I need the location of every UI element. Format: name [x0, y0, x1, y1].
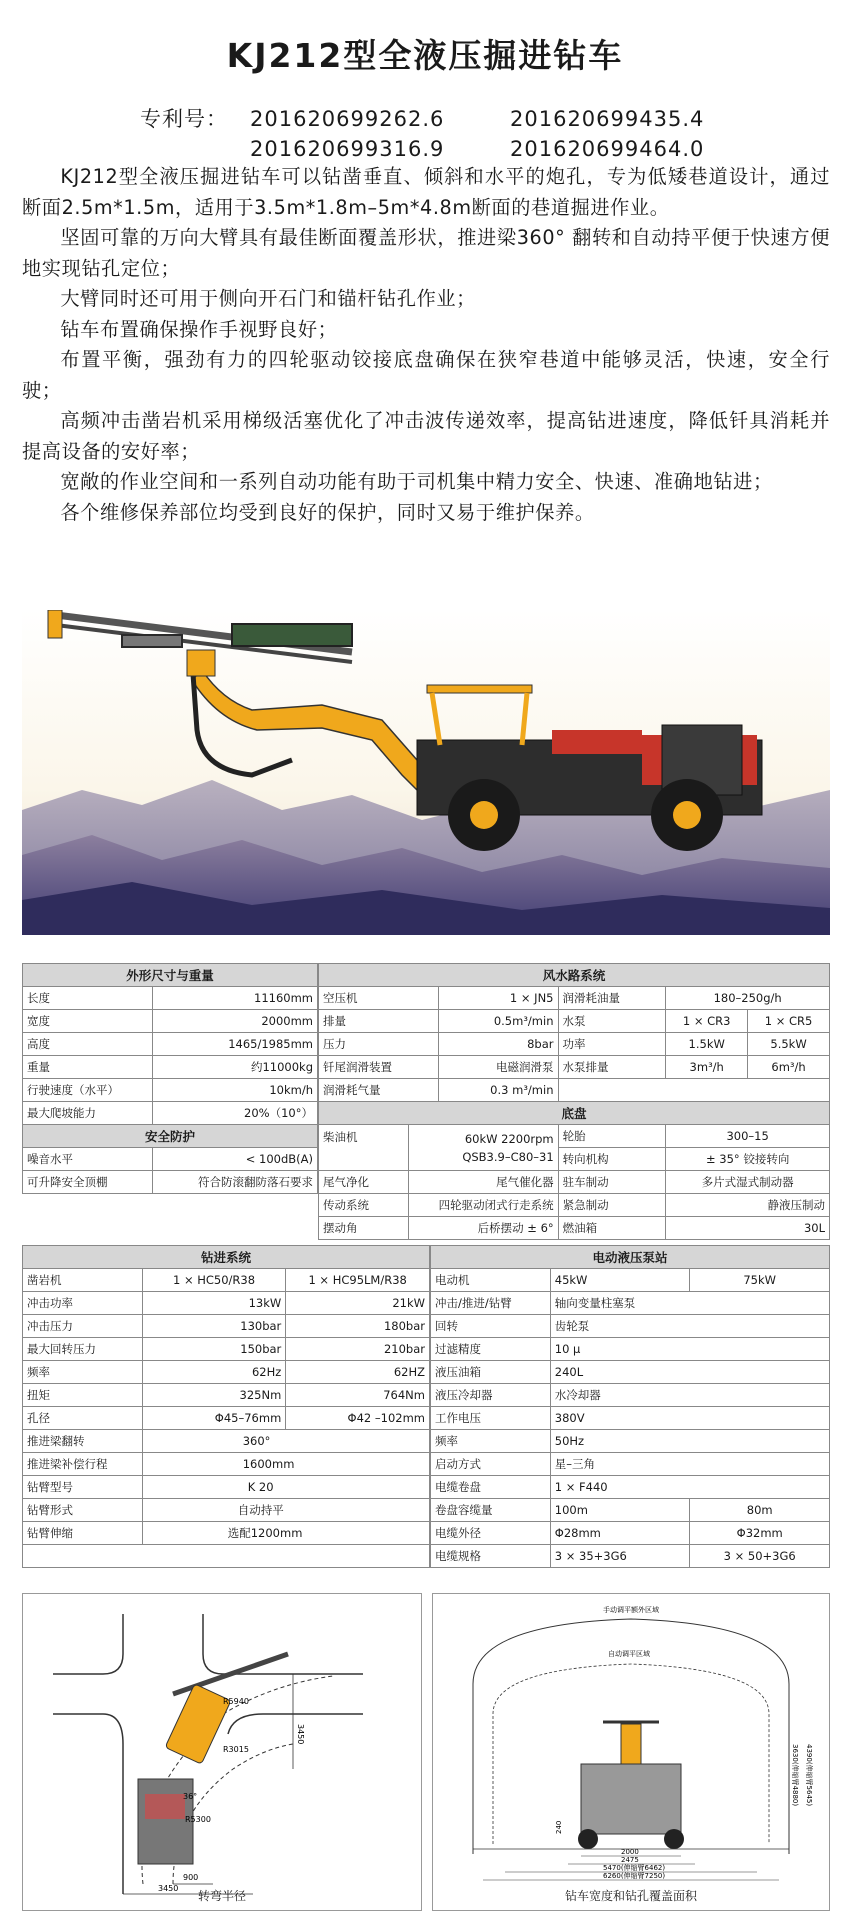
- coverage-area-diagram: [432, 1593, 830, 1911]
- spec-label: 启动方式: [431, 1453, 551, 1476]
- spec-label: 钻臂伸缩: [23, 1522, 143, 1545]
- spec-value: Φ42 –102mm: [286, 1407, 430, 1430]
- table-row: [431, 1476, 830, 1499]
- dims-header: 外形尺寸与重量: [23, 964, 318, 987]
- spec-value: 62HZ: [286, 1361, 430, 1384]
- intro-paragraph: 各个维修保养部位均受到良好的保护，同时又易于维护保养。: [60, 500, 595, 524]
- spec-value: 180–250g/h: [666, 987, 830, 1010]
- spec-value: 325Nm: [142, 1384, 286, 1407]
- table-row: [431, 1545, 830, 1568]
- table-row: [431, 1522, 830, 1545]
- spec-label: 冲击/推进/钻臂: [431, 1292, 551, 1315]
- dim-label: 2000: [621, 1848, 639, 1856]
- spec-label: 转向机构: [558, 1148, 666, 1171]
- spec-value: 10km/h: [152, 1079, 317, 1102]
- spec-value: < 100dB(A): [152, 1148, 318, 1171]
- spec-value: 齿轮泵: [550, 1315, 829, 1338]
- turning-radius-diagram: [22, 1593, 422, 1911]
- dim-label: 3450: [158, 1884, 179, 1893]
- patent-label: 专利号：: [140, 107, 228, 131]
- table-row: [431, 1430, 830, 1453]
- spec-label: 摆动角: [319, 1217, 409, 1240]
- spec-label: 柴油机: [319, 1125, 409, 1171]
- dim-label: 5470(伸缩臂6462): [603, 1864, 666, 1872]
- spec-value: 360°: [142, 1430, 429, 1453]
- spec-value: Φ45–76mm: [142, 1407, 286, 1430]
- spec-label: 凿岩机: [23, 1269, 143, 1292]
- spec-label: 最大爬坡能力: [23, 1102, 153, 1125]
- spec-value: 1 × JN5: [438, 987, 558, 1010]
- spec-value: 62Hz: [142, 1361, 286, 1384]
- spec-label: 电缆卷盘: [431, 1476, 551, 1499]
- patent-number: 201620699435.4: [510, 107, 705, 131]
- table-row: [23, 1292, 430, 1315]
- table-row: [23, 1476, 430, 1499]
- spec-value: 3 × 35+3G6: [550, 1545, 690, 1568]
- table-row: [23, 1315, 430, 1338]
- table-row: [431, 1361, 830, 1384]
- dim-label: 36°: [183, 1792, 198, 1801]
- table-row: [23, 1338, 430, 1361]
- spec-value: 130bar: [142, 1315, 286, 1338]
- dim-label: 3630(伸缩臂4880): [791, 1744, 799, 1807]
- spec-label: 传动系统: [319, 1194, 409, 1217]
- patent-number: 201620699262.6: [250, 107, 445, 131]
- spec-label: 长度: [23, 987, 153, 1010]
- table-row: [319, 987, 830, 1010]
- spec-value: Φ28mm: [550, 1522, 690, 1545]
- spec-label: 尾气净化: [319, 1171, 409, 1194]
- spec-value: 150bar: [142, 1338, 286, 1361]
- spec-value: 21kW: [286, 1292, 430, 1315]
- spec-value: 1.5kW: [666, 1033, 748, 1056]
- dim-label: R3015: [223, 1745, 249, 1754]
- spec-label: 卷盘容缆量: [431, 1499, 551, 1522]
- table-row: [23, 1010, 318, 1033]
- intro-text: [22, 162, 830, 528]
- spec-label: 冲击功率: [23, 1292, 143, 1315]
- spec-label: 宽度: [23, 1010, 153, 1033]
- intro-paragraph: 宽敞的作业空间和一系列自动功能有助于司机集中精力安全、快速、准确地钻进；: [60, 470, 773, 493]
- spec-label: 频率: [23, 1361, 143, 1384]
- table-row: [431, 1499, 830, 1522]
- safety-table: [22, 1124, 318, 1194]
- spec-value: 1 × CR5: [748, 1010, 830, 1033]
- table-row: [431, 1453, 830, 1476]
- spec-value: 1465/1985mm: [152, 1033, 317, 1056]
- spec-label: 冲击压力: [23, 1315, 143, 1338]
- table-row: [431, 1315, 830, 1338]
- spec-label: 紧急制动: [558, 1194, 666, 1217]
- spec-value: 选配1200mm: [142, 1522, 429, 1545]
- spec-value: 240L: [550, 1361, 829, 1384]
- spec-value: 尾气催化器: [408, 1171, 558, 1194]
- table-row: [319, 1194, 830, 1217]
- table-row: [23, 1102, 318, 1125]
- drill-table: [22, 1245, 430, 1568]
- spec-value: 75kW: [690, 1269, 830, 1292]
- spec-label: 压力: [319, 1033, 439, 1056]
- table-row: [23, 1407, 430, 1430]
- table-row: [319, 1033, 830, 1056]
- intro-paragraph: 布置平衡，强劲有力的四轮驱动铰接底盘确保在狭窄巷道中能够灵活，快速，安全行驶；: [22, 348, 830, 402]
- spec-label: 燃油箱: [558, 1217, 666, 1240]
- spec-value: 764Nm: [286, 1384, 430, 1407]
- table-row: [431, 1338, 830, 1361]
- table-row: [319, 1079, 830, 1102]
- spec-value: Φ32mm: [690, 1522, 830, 1545]
- patent-number: 201620699464.0: [510, 137, 705, 161]
- drill-rig-photo: [22, 610, 830, 935]
- spec-value: 星–三角: [550, 1453, 829, 1476]
- spec-value: 3 × 50+3G6: [690, 1545, 830, 1568]
- table-row: [23, 1148, 318, 1171]
- spec-value: 20%（10°）: [152, 1102, 317, 1125]
- spec-label: 液压冷却器: [431, 1384, 551, 1407]
- spec-label: 电缆规格: [431, 1545, 551, 1568]
- intro-paragraph: 高频冲击凿岩机采用梯级活塞优化了冲击波传递效率，提高钻进速度，降低钎具消耗并提高设备的安好率；: [22, 409, 830, 463]
- pump-header: 电动液压泵站: [431, 1246, 830, 1269]
- table-row: [23, 987, 318, 1010]
- spec-label: 液压油箱: [431, 1361, 551, 1384]
- spec-value: 水冷却器: [550, 1384, 829, 1407]
- spec-label: 钻臂形式: [23, 1499, 143, 1522]
- spec-value: 多片式湿式制动器: [666, 1171, 830, 1194]
- spec-label: 推进梁补偿行程: [23, 1453, 143, 1476]
- spec-value: 6m³/h: [748, 1056, 830, 1079]
- page-title: KJ212型全液压掘进钻车: [226, 36, 624, 75]
- table-row: [319, 1056, 830, 1079]
- spec-label: 功率: [558, 1033, 666, 1056]
- table-row: [23, 1033, 318, 1056]
- spec-value: K 20: [142, 1476, 429, 1499]
- dim-label: 3450: [296, 1724, 305, 1745]
- spec-value: 100m: [550, 1499, 690, 1522]
- spec-value: 1 × HC95LM/R38: [286, 1269, 430, 1292]
- spec-value: 0.3 m³/min: [438, 1079, 558, 1102]
- spec-label: 高度: [23, 1033, 153, 1056]
- spec-label: 水泵: [558, 1010, 666, 1033]
- dim-label: R5300: [185, 1815, 211, 1824]
- dim-label: 900: [183, 1873, 199, 1882]
- spec-label: 过滤精度: [431, 1338, 551, 1361]
- spec-value: 300–15: [666, 1125, 830, 1148]
- area-label: 自动调平区域: [608, 1650, 650, 1658]
- spec-value: 13kW: [142, 1292, 286, 1315]
- dim-label: 4390(伸缩臂5645): [805, 1744, 813, 1807]
- table-row: [23, 1430, 430, 1453]
- spec-label: 轮胎: [558, 1125, 666, 1148]
- pump-table: [430, 1245, 830, 1568]
- table-row: [431, 1407, 830, 1430]
- air-header: 风水路系统: [319, 964, 830, 987]
- table-row: [23, 1171, 318, 1194]
- patent-block: [140, 104, 760, 164]
- table-row: [431, 1292, 830, 1315]
- table-row: [23, 1079, 318, 1102]
- dims-table: [22, 963, 318, 1125]
- spec-value: 30L: [666, 1217, 830, 1240]
- spec-label: 扭矩: [23, 1384, 143, 1407]
- spec-label: 驻车制动: [558, 1171, 666, 1194]
- table-row: [23, 1499, 430, 1522]
- spec-value: 210bar: [286, 1338, 430, 1361]
- spec-label: 回转: [431, 1315, 551, 1338]
- air-water-table: [318, 963, 830, 1102]
- area-label: 手动调平额外区域: [603, 1606, 659, 1614]
- intro-paragraph: 钻车布置确保操作手视野良好；: [60, 317, 338, 341]
- spec-value: 60kW 2200rpm QSB3.9–C80–31: [408, 1125, 558, 1171]
- spec-value: 轴向变量柱塞泵: [550, 1292, 829, 1315]
- spec-label: 水泵排量: [558, 1056, 666, 1079]
- spec-value: ± 35° 铰接转向: [666, 1148, 830, 1171]
- spec-label: 孔径: [23, 1407, 143, 1430]
- diagram-caption: 转弯半径: [197, 1889, 246, 1903]
- spec-label: 行驶速度（水平）: [23, 1079, 153, 1102]
- spec-label: 排量: [319, 1010, 439, 1033]
- spec-value: 80m: [690, 1499, 830, 1522]
- spec-label: 推进梁翻转: [23, 1430, 143, 1453]
- spec-label: 电缆外径: [431, 1522, 551, 1545]
- chassis-header: 底盘: [319, 1102, 830, 1125]
- spec-value: 约11000kg: [152, 1056, 317, 1079]
- spec-value: 50Hz: [550, 1430, 829, 1453]
- spec-label: 工作电压: [431, 1407, 551, 1430]
- intro-paragraph: KJ212型全液压掘进钻车可以钻凿垂直、倾斜和水平的炮孔，专为低矮巷道设计，通过断面2.5m*1.5m，适用于3.5m*1.8m–5m*4.8m断面的巷道掘进作业。: [22, 165, 830, 219]
- spec-value: 1600mm: [142, 1453, 429, 1476]
- spec-value: 45kW: [550, 1269, 690, 1292]
- spec-value: 静液压制动: [666, 1194, 830, 1217]
- spec-label: 空压机: [319, 987, 439, 1010]
- diagram-caption: 钻车宽度和钻孔覆盖面积: [564, 1889, 697, 1903]
- spec-value: 380V: [550, 1407, 829, 1430]
- dim-label: 240: [555, 1820, 563, 1834]
- spec-label: 频率: [431, 1430, 551, 1453]
- spec-label: 润滑耗油量: [558, 987, 666, 1010]
- table-row: [431, 1384, 830, 1407]
- spec-label: 可升降安全顶棚: [23, 1171, 153, 1194]
- spec-value: 后桥摆动 ± 6°: [408, 1217, 558, 1240]
- spec-label: 噪音水平: [23, 1148, 153, 1171]
- spec-label: 钻臂型号: [23, 1476, 143, 1499]
- dim-label: 6260(伸缩臂7250): [603, 1872, 666, 1880]
- spec-value: 8bar: [438, 1033, 558, 1056]
- table-row: [319, 1217, 830, 1240]
- table-row: [23, 1269, 430, 1292]
- drill-header: 钻进系统: [23, 1246, 430, 1269]
- spec-label: 重量: [23, 1056, 153, 1079]
- table-row: [23, 1453, 430, 1476]
- spec-label: 电动机: [431, 1269, 551, 1292]
- spec-value: 1 × HC50/R38: [142, 1269, 286, 1292]
- spec-value: 3m³/h: [666, 1056, 748, 1079]
- spec-value: 符合防滚翻防落石要求: [152, 1171, 318, 1194]
- spec-label: 最大回转压力: [23, 1338, 143, 1361]
- table-row: [319, 1010, 830, 1033]
- dim-label: 2475: [621, 1856, 639, 1864]
- spec-label: 润滑耗气量: [319, 1079, 439, 1102]
- chassis-table: [318, 1101, 830, 1240]
- table-row: [23, 1361, 430, 1384]
- intro-paragraph: 坚固可靠的万向大臂具有最佳断面覆盖形状，推进梁360° 翻转和自动持平便于快速方便地实现钻孔定位；: [22, 226, 830, 280]
- spec-value: 自动持平: [142, 1499, 429, 1522]
- patent-number: 201620699316.9: [250, 137, 445, 161]
- spec-value: 10 μ: [550, 1338, 829, 1361]
- dim-label: R5940: [223, 1697, 249, 1706]
- intro-paragraph: 大臂同时还可用于侧向开石门和锚杆钻孔作业；: [60, 287, 476, 310]
- table-row: [319, 1171, 830, 1194]
- spec-value: 11160mm: [152, 987, 317, 1010]
- table-row: [319, 1125, 830, 1148]
- table-row: [23, 1384, 430, 1407]
- spec-value: 电磁润滑泵: [438, 1056, 558, 1079]
- spec-label: 钎尾润滑装置: [319, 1056, 439, 1079]
- spec-value: 5.5kW: [748, 1033, 830, 1056]
- table-row: [23, 1056, 318, 1079]
- spec-value: 1 × F440: [550, 1476, 829, 1499]
- spec-value: 四轮驱动闭式行走系统: [408, 1194, 558, 1217]
- spec-value: 0.5m³/min: [438, 1010, 558, 1033]
- spec-value: 180bar: [286, 1315, 430, 1338]
- table-row: [23, 1522, 430, 1545]
- spec-value: 1 × CR3: [666, 1010, 748, 1033]
- spec-value: 2000mm: [152, 1010, 317, 1033]
- table-row: [431, 1269, 830, 1292]
- safety-header: 安全防护: [23, 1125, 318, 1148]
